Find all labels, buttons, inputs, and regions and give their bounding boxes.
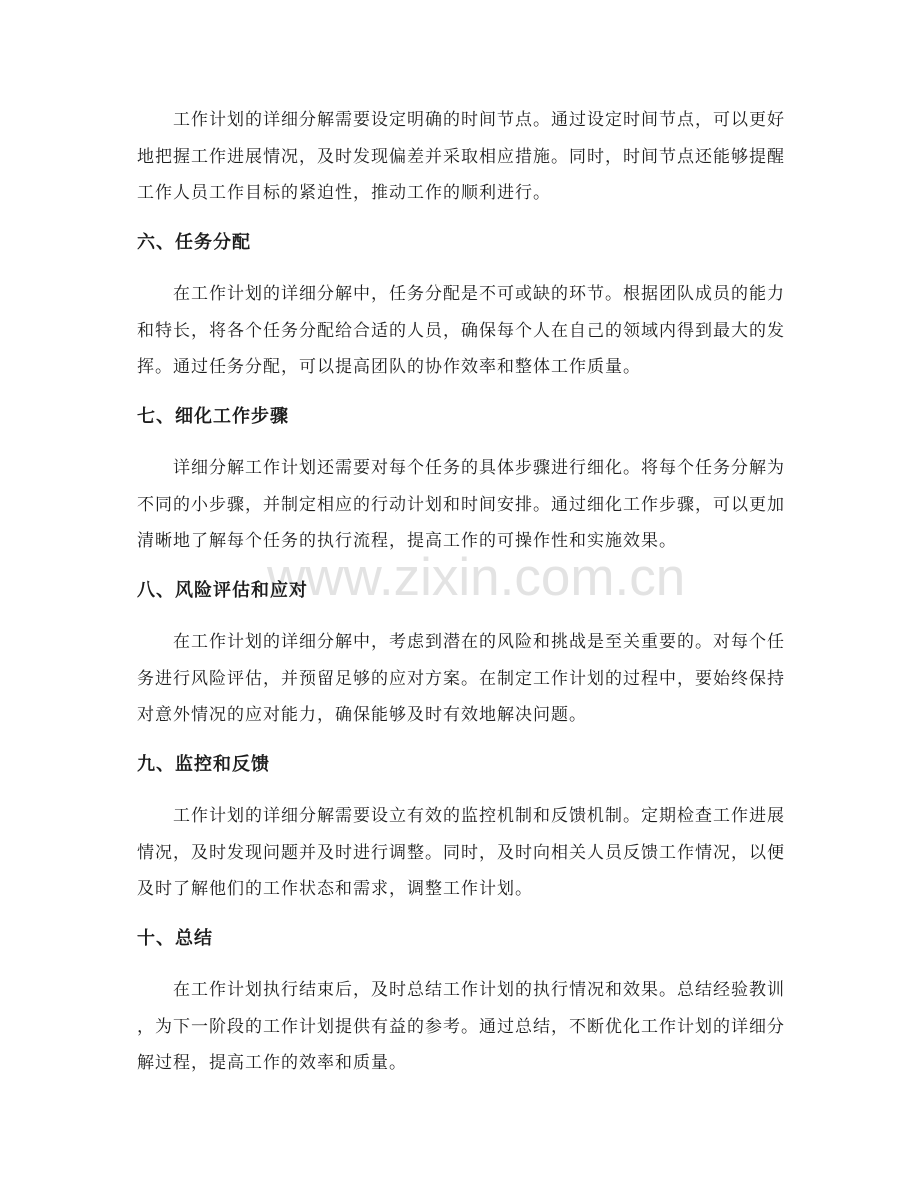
section-heading-monitoring-feedback: 九、监控和反馈 bbox=[137, 753, 270, 775]
paragraph-line: 工作计划的详细分解需要设立有效的监控机制和反馈机制。定期检查工作进展 bbox=[173, 806, 785, 826]
paragraph-line: 工作计划的详细分解需要设定明确的时间节点。通过设定时间节点，可以更好 bbox=[173, 110, 785, 130]
paragraph-line: 和特长，将各个任务分配给合适的人员，确保每个人在自己的领域内得到最大的发 bbox=[137, 320, 785, 341]
paragraph-line: 在工作计划的详细分解中，考虑到潜在的风险和挑战是至关重要的。对每个任 bbox=[173, 632, 785, 652]
paragraph-line: 在工作计划执行结束后，及时总结工作计划的执行情况和效果。总结经验教训 bbox=[173, 980, 785, 1000]
paragraph-line: 清晰地了解每个任务的执行流程，提高工作的可操作性和实施效果。 bbox=[137, 531, 677, 551]
paragraph-line: 挥。通过任务分配，可以提高团队的协作效率和整体工作质量。 bbox=[137, 357, 641, 377]
paragraph-line: 对意外情况的应对能力，确保能够及时有效地解决问题。 bbox=[137, 705, 587, 725]
section-paragraph-risk-assessment bbox=[137, 624, 797, 734]
section-paragraph-monitoring-feedback bbox=[137, 798, 797, 908]
section-paragraph-task-assignment bbox=[137, 276, 797, 386]
section-heading-task-assignment: 六、任务分配 bbox=[137, 231, 251, 253]
paragraph-line: 情况，及时发现问题并及时进行调整。同时，及时向相关人员反馈工作情况，以便 bbox=[137, 842, 785, 863]
paragraph-line: ，为下一阶段的工作计划提供有益的参考。通过总结，不断优化工作计划的详细分 bbox=[137, 1016, 785, 1037]
paragraph-line: 工作人员工作目标的紧迫性，推动工作的顺利进行。 bbox=[137, 183, 551, 203]
paragraph-line: 不同的小步骤，并制定相应的行动计划和时间安排。通过细化工作步骤，可以更加 bbox=[137, 494, 785, 515]
section-heading-risk-assessment: 八、风险评估和应对 bbox=[137, 579, 308, 601]
watermark: www.zixin.com.cn bbox=[267, 548, 686, 607]
paragraph-line: 务进行风险评估，并预留足够的应对方案。在制定工作计划的过程中，要始终保持 bbox=[137, 668, 785, 689]
document-content bbox=[137, 102, 797, 1095]
paragraph-line: 解过程，提高工作的效率和质量。 bbox=[137, 1053, 407, 1073]
paragraph-line: 地把握工作进展情况，及时发现偏差并采取相应措施。同时，时间节点还能够提醒 bbox=[137, 146, 785, 167]
section-heading-summary: 十、总结 bbox=[137, 927, 213, 949]
section-paragraph-work-steps bbox=[137, 450, 797, 560]
paragraph-line: 详细分解工作计划还需要对每个任务的具体步骤进行细化。将每个任务分解为 bbox=[173, 458, 785, 478]
intro-paragraph bbox=[137, 102, 797, 212]
paragraph-line: 在工作计划的详细分解中，任务分配是不可或缺的环节。根据团队成员的能力 bbox=[173, 284, 785, 304]
section-heading-work-steps: 七、细化工作步骤 bbox=[137, 405, 289, 427]
section-paragraph-summary bbox=[137, 972, 797, 1082]
paragraph-line: 及时了解他们的工作状态和需求，调整工作计划。 bbox=[137, 879, 533, 899]
